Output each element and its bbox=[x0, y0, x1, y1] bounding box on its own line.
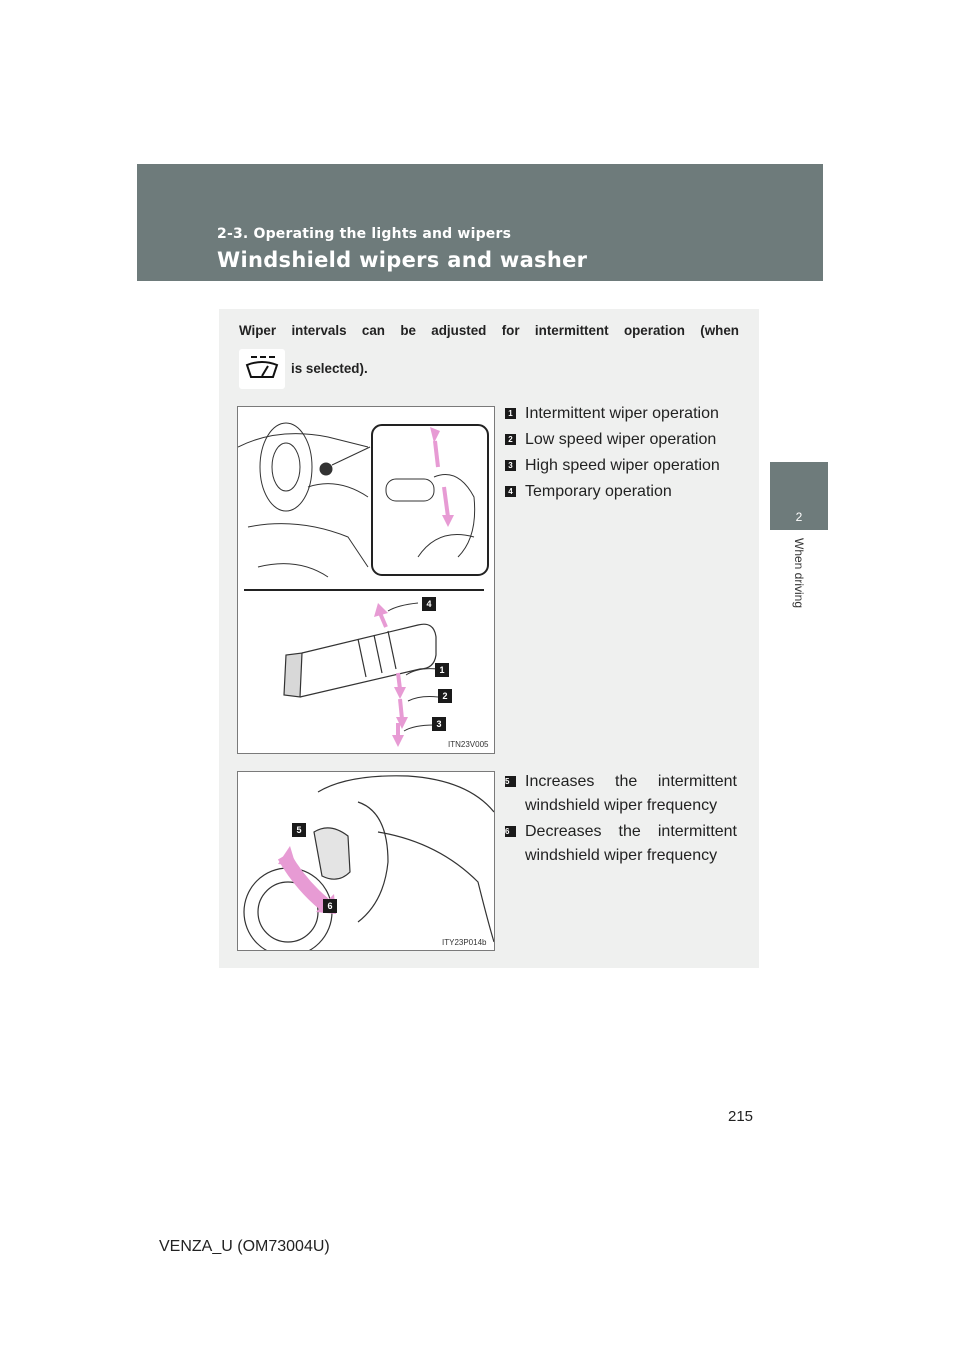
figure-marker-5: 5 bbox=[292, 823, 306, 837]
content-panel bbox=[219, 309, 759, 968]
interval-knob-illustration bbox=[238, 772, 494, 950]
item-text: Intermittent wiper operation bbox=[525, 405, 719, 422]
figure-marker-3: 3 bbox=[432, 717, 446, 731]
intro-text-end: is selected). bbox=[291, 361, 368, 376]
page-number: 215 bbox=[728, 1108, 754, 1125]
item-text-line2: windshield wiper frequency bbox=[525, 797, 718, 814]
figure-marker-4: 4 bbox=[422, 597, 436, 611]
figure-code: ITY23P014b bbox=[442, 938, 487, 947]
page-title: Windshield wipers and washer bbox=[217, 248, 588, 272]
chapter-number: 2 bbox=[795, 510, 803, 524]
item-number-badge: 1 bbox=[505, 408, 516, 419]
list-item bbox=[505, 402, 745, 426]
item-text-line1: Decreases the intermittent bbox=[525, 823, 737, 840]
item-number-badge: 5 bbox=[505, 776, 516, 787]
item-text-line1: Increases the intermittent bbox=[525, 773, 737, 790]
section-title: 2-3. Operating the lights and wipers bbox=[217, 226, 512, 242]
item-text: Low speed wiper operation bbox=[525, 431, 717, 448]
intro-text: Wiper intervals can be adjusted for intermittent operation (when bbox=[239, 323, 739, 338]
list-item bbox=[505, 428, 745, 452]
interval-knob-figure bbox=[237, 771, 495, 951]
figure-marker-1: 1 bbox=[435, 663, 449, 677]
list-item bbox=[505, 770, 737, 818]
item-text: Temporary operation bbox=[525, 483, 672, 500]
frequency-list bbox=[505, 770, 737, 870]
document-id: VENZA_U (OM73004U) bbox=[159, 1238, 330, 1255]
item-text-line2: windshield wiper frequency bbox=[525, 847, 718, 864]
list-item bbox=[505, 454, 745, 478]
list-item bbox=[505, 820, 737, 868]
item-number-badge: 3 bbox=[505, 460, 516, 471]
chapter-tab[interactable] bbox=[770, 462, 828, 530]
intermittent-wiper-icon bbox=[239, 349, 285, 389]
chapter-header bbox=[137, 164, 823, 281]
item-number-badge: 6 bbox=[505, 826, 516, 837]
figure-code: ITN23V005 bbox=[448, 740, 489, 749]
item-text: High speed wiper operation bbox=[525, 457, 720, 474]
item-number-badge: 4 bbox=[505, 486, 516, 497]
item-number-badge: 2 bbox=[505, 434, 516, 445]
figure-marker-2: 2 bbox=[438, 689, 452, 703]
wiper-lever-figure bbox=[237, 406, 495, 754]
wiper-lever-illustration bbox=[238, 407, 494, 753]
figure-marker-6: 6 bbox=[323, 899, 337, 913]
operation-list bbox=[505, 402, 745, 506]
list-item bbox=[505, 480, 745, 504]
chapter-label: When driving bbox=[792, 538, 806, 609]
